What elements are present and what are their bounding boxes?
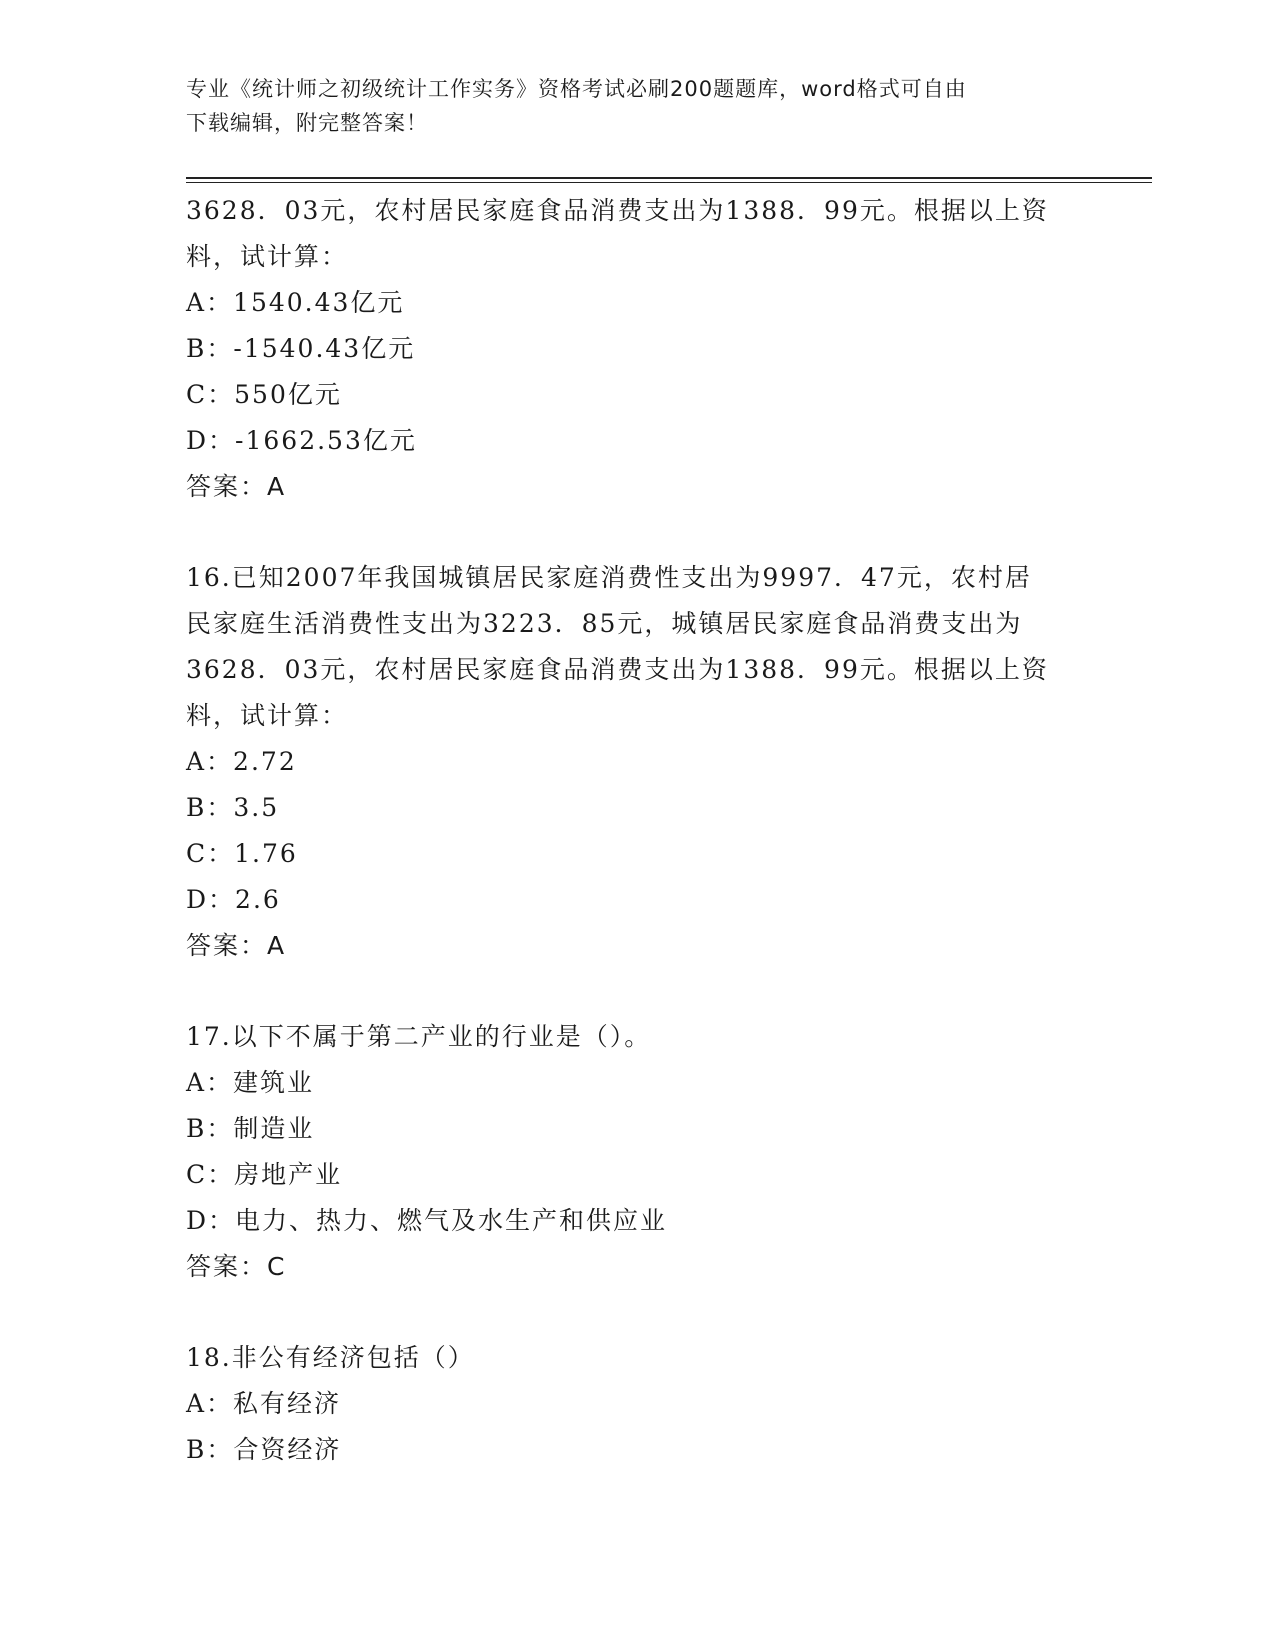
option-c: C：房地产业: [186, 1160, 343, 1189]
spacer: [186, 1290, 1086, 1335]
question-17: [186, 1014, 1086, 1290]
option-a: A：1540.43亿元: [186, 288, 405, 317]
question-text: 民家庭生活消费性支出为3223．85元，城镇居民家庭食品消费支出为: [186, 609, 1023, 638]
question-text: 3628．03元，农村居民家庭食品消费支出为1388．99元。根据以上资: [186, 655, 1049, 684]
question-text: 17.以下不属于第二产业的行业是（）。: [186, 1022, 652, 1051]
question-16: [186, 555, 1086, 969]
option-d: D：2.6: [186, 885, 281, 914]
option-b: B：制造业: [186, 1114, 315, 1143]
answer: 答案：A: [186, 472, 287, 501]
option-d: D：电力、热力、燃气及水生产和供应业: [186, 1206, 668, 1235]
option-b: B：3.5: [186, 793, 280, 822]
option-b: B：-1540.43亿元: [186, 334, 416, 363]
option-c: C：550亿元: [186, 380, 342, 409]
header-divider-thin: [186, 182, 1152, 183]
question-text: 料，试计算：: [186, 701, 349, 730]
header-line-2: 下载编辑，附完整答案！: [186, 111, 428, 135]
option-a: A：建筑业: [186, 1068, 315, 1097]
option-c: C：1.76: [186, 839, 298, 868]
spacer: [186, 969, 1086, 1014]
header-divider-thick: [186, 177, 1152, 179]
answer: 答案：C: [186, 1252, 287, 1281]
option-d: D：-1662.53亿元: [186, 426, 417, 455]
answer: 答案：A: [186, 931, 287, 960]
question-text: 16.已知2007年我国城镇居民家庭消费性支出为9997．47元，农村居: [186, 563, 1032, 592]
spacer: [186, 510, 1086, 555]
question-15-continued: [186, 188, 1086, 510]
question-text: 料，试计算：: [186, 242, 349, 271]
question-18: [186, 1335, 1086, 1473]
option-a: A：2.72: [186, 747, 297, 776]
question-text: 18.非公有经济包括（）: [186, 1343, 475, 1372]
question-text: 3628．03元，农村居民家庭食品消费支出为1388．99元。根据以上资: [186, 196, 1049, 225]
header-line-1: 专业《统计师之初级统计工作实务》资格考试必刷200题题库，word格式可自由: [186, 77, 967, 101]
document-body: [186, 188, 1086, 1473]
document-header: [186, 72, 1086, 140]
option-b: B：合资经济: [186, 1435, 342, 1464]
option-a: A：私有经济: [186, 1389, 342, 1418]
